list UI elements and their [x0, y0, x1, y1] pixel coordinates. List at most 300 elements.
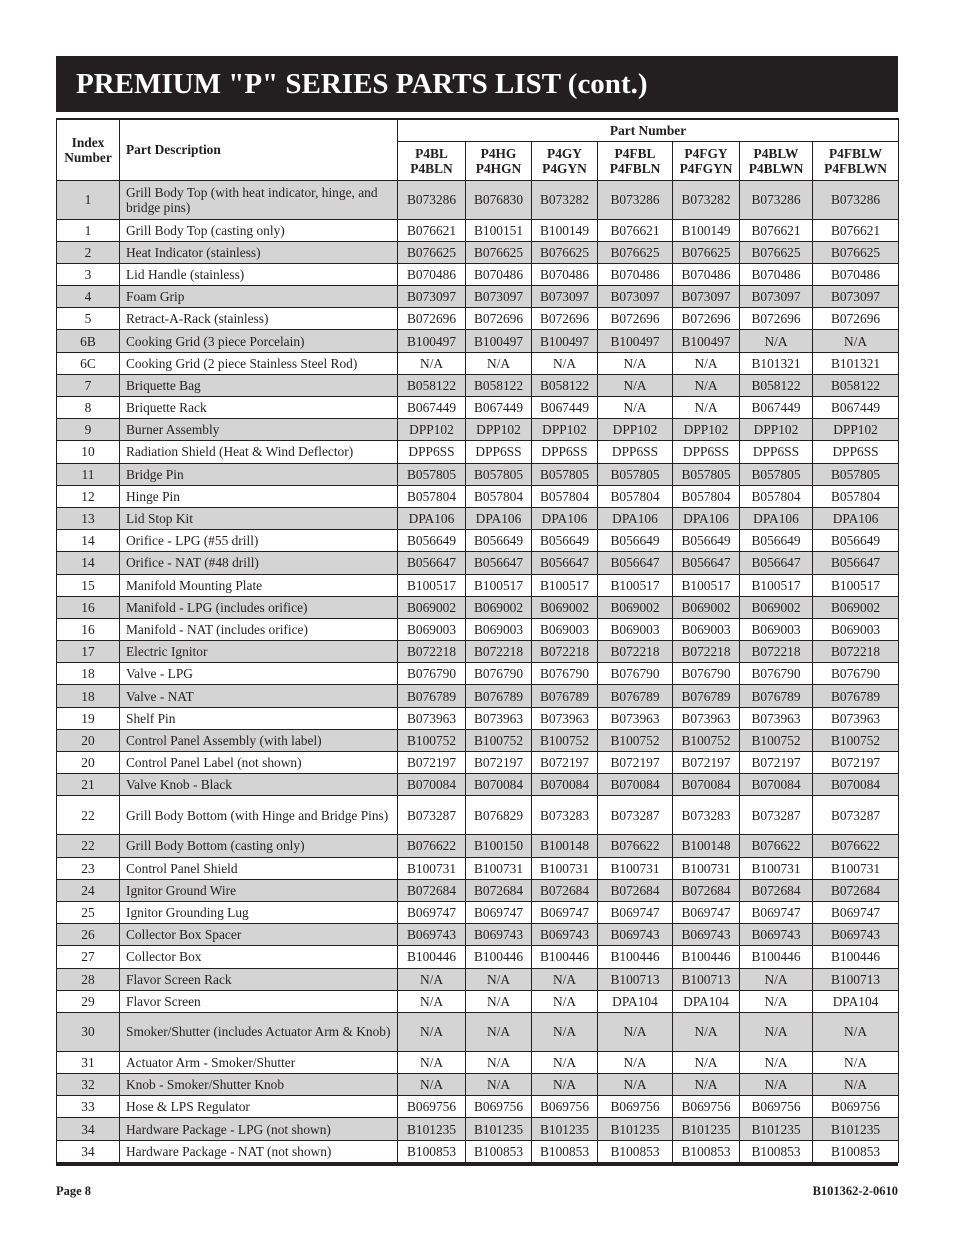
description-cell: Flavor Screen	[120, 990, 398, 1012]
part-number-cell: N/A	[813, 1051, 899, 1073]
part-number-cell: B100150	[466, 835, 532, 857]
part-number-cell: B057804	[466, 485, 532, 507]
part-number-cell: N/A	[398, 990, 466, 1012]
description-cell: Grill Body Top (with heat indicator, hinge, and bridge pins)	[120, 180, 398, 219]
description-cell: Orifice - LPG (#55 drill)	[120, 530, 398, 552]
index-cell: 31	[57, 1051, 120, 1073]
part-number-cell: B070084	[673, 774, 740, 796]
index-cell: 6B	[57, 330, 120, 352]
index-cell: 34	[57, 1118, 120, 1140]
part-number-cell: B100752	[813, 729, 899, 751]
part-number-cell: B100517	[673, 574, 740, 596]
part-number-cell: B057805	[532, 463, 598, 485]
part-number-cell: B072197	[673, 752, 740, 774]
part-number-cell: B100752	[673, 729, 740, 751]
part-number-cell: B076789	[813, 685, 899, 707]
part-number-cell: B076789	[466, 685, 532, 707]
description-cell: Hose & LPS Regulator	[120, 1096, 398, 1118]
index-cell: 26	[57, 924, 120, 946]
index-cell: 16	[57, 596, 120, 618]
part-number-cell: N/A	[466, 968, 532, 990]
part-number-cell: B057805	[598, 463, 673, 485]
description-cell: Collector Box Spacer	[120, 924, 398, 946]
part-number-cell: B100517	[813, 574, 899, 596]
part-number-cell: B100853	[398, 1140, 466, 1162]
part-number-cell: B100517	[532, 574, 598, 596]
part-number-cell: DPA104	[598, 990, 673, 1012]
part-number-cell: B056649	[813, 530, 899, 552]
part-number-cell: B101235	[398, 1118, 466, 1140]
part-number-cell: B100731	[598, 857, 673, 879]
part-number-cell: B100752	[598, 729, 673, 751]
part-number-cell: N/A	[398, 968, 466, 990]
description-cell: Grill Body Bottom (with Hinge and Bridge Pins)	[120, 796, 398, 835]
model-header-p4fgy: P4FGY P4FGYN	[673, 141, 740, 180]
part-number-cell: B072218	[466, 641, 532, 663]
part-number-cell: B100853	[813, 1140, 899, 1162]
part-number-cell: B076621	[598, 219, 673, 241]
part-number-cell: B100148	[532, 835, 598, 857]
part-number-cell: N/A	[740, 1012, 813, 1051]
part-number-cell: B072696	[813, 308, 899, 330]
part-number-cell: B069747	[532, 901, 598, 923]
index-cell: 2	[57, 241, 120, 263]
part-number-cell: B072218	[813, 641, 899, 663]
index-cell: 1	[57, 180, 120, 219]
part-number-cell: B067449	[532, 397, 598, 419]
part-number-cell: B067449	[813, 397, 899, 419]
table-row	[57, 552, 899, 574]
part-number-cell: B100713	[813, 968, 899, 990]
part-number-cell: DPA106	[466, 507, 532, 529]
part-number-cell: B070486	[466, 263, 532, 285]
part-number-cell: B101321	[813, 352, 899, 374]
part-number-cell: B069003	[466, 618, 532, 640]
part-number-cell: B100853	[673, 1140, 740, 1162]
part-number-cell: B069743	[673, 924, 740, 946]
table-row	[57, 219, 899, 241]
part-number-cell: DPP102	[813, 419, 899, 441]
table-row	[57, 1118, 899, 1140]
index-cell: 19	[57, 707, 120, 729]
part-number-cell: DPA106	[813, 507, 899, 529]
part-number-cell: B076789	[532, 685, 598, 707]
part-number-cell: N/A	[466, 1074, 532, 1096]
description-cell: Electric Ignitor	[120, 641, 398, 663]
part-number-cell: B100731	[813, 857, 899, 879]
part-number-cell: B076625	[532, 241, 598, 263]
part-number-cell: B100731	[740, 857, 813, 879]
part-number-cell: B076790	[598, 663, 673, 685]
part-number-cell: B076625	[398, 241, 466, 263]
description-cell: Burner Assembly	[120, 419, 398, 441]
part-number-cell: DPP6SS	[673, 441, 740, 463]
part-number-cell: B076625	[813, 241, 899, 263]
part-number-cell: B076625	[740, 241, 813, 263]
index-cell: 20	[57, 729, 120, 751]
part-number-cell: B100752	[740, 729, 813, 751]
part-number-cell: B072684	[598, 879, 673, 901]
index-cell: 9	[57, 419, 120, 441]
index-cell: 3	[57, 263, 120, 285]
part-number-cell: B073097	[813, 286, 899, 308]
part-number-cell: B072197	[398, 752, 466, 774]
part-number-cell: N/A	[398, 1051, 466, 1073]
table-row	[57, 968, 899, 990]
index-cell: 28	[57, 968, 120, 990]
part-number-cell: B072197	[532, 752, 598, 774]
part-number-cell: DPP6SS	[532, 441, 598, 463]
part-number-cell: B073283	[673, 796, 740, 835]
table-row	[57, 707, 899, 729]
part-number-cell: B076790	[673, 663, 740, 685]
part-number-cell: B076789	[598, 685, 673, 707]
part-number-cell: N/A	[598, 1074, 673, 1096]
description-cell: Flavor Screen Rack	[120, 968, 398, 990]
description-cell: Hinge Pin	[120, 485, 398, 507]
part-number-cell: B073097	[466, 286, 532, 308]
part-number-cell: B100446	[532, 946, 598, 968]
description-cell: Briquette Rack	[120, 397, 398, 419]
part-number-cell: B069002	[740, 596, 813, 618]
part-number-cell: DPA106	[532, 507, 598, 529]
part-number-cell: B067449	[466, 397, 532, 419]
part-number-cell: B069756	[740, 1096, 813, 1118]
page-number: Page 8	[56, 1184, 92, 1198]
document-number: B101362-2-0610	[812, 1184, 898, 1198]
table-row	[57, 374, 899, 396]
part-number-cell: B076789	[740, 685, 813, 707]
part-number-cell: B072696	[398, 308, 466, 330]
part-number-cell: B070486	[532, 263, 598, 285]
part-number-cell: N/A	[673, 397, 740, 419]
table-row	[57, 180, 899, 219]
index-header: Index Number	[57, 119, 120, 180]
index-cell: 23	[57, 857, 120, 879]
part-number-cell: B072218	[598, 641, 673, 663]
part-number-cell: B070486	[398, 263, 466, 285]
part-number-cell: B072197	[740, 752, 813, 774]
part-number-cell: B069743	[398, 924, 466, 946]
description-cell: Lid Handle (stainless)	[120, 263, 398, 285]
table-row	[57, 463, 899, 485]
part-number-cell: B070084	[740, 774, 813, 796]
description-cell: Ignitor Grounding Lug	[120, 901, 398, 923]
part-number-cell: B069003	[813, 618, 899, 640]
part-number-cell: B100497	[466, 330, 532, 352]
part-number-cell: B056647	[398, 552, 466, 574]
part-number-cell: B073286	[598, 180, 673, 219]
part-number-cell: B072218	[673, 641, 740, 663]
index-cell: 8	[57, 397, 120, 419]
part-number-cell: DPA106	[673, 507, 740, 529]
part-number-cell: N/A	[532, 968, 598, 990]
table-row	[57, 663, 899, 685]
description-cell: Ignitor Ground Wire	[120, 879, 398, 901]
part-number-cell: B100517	[398, 574, 466, 596]
table-row	[57, 485, 899, 507]
model-header-p4fbl: P4FBL P4FBLN	[598, 141, 673, 180]
part-number-cell: B100446	[740, 946, 813, 968]
part-number-cell: B100517	[740, 574, 813, 596]
index-cell: 18	[57, 663, 120, 685]
part-number-cell: N/A	[466, 1051, 532, 1073]
table-row	[57, 835, 899, 857]
part-number-cell: B069002	[673, 596, 740, 618]
part-number-cell: B056649	[598, 530, 673, 552]
part-number-cell: B072218	[398, 641, 466, 663]
part-number-cell: B056647	[813, 552, 899, 574]
part-number-cell: B069756	[398, 1096, 466, 1118]
table-row	[57, 774, 899, 796]
table-row	[57, 752, 899, 774]
table-row	[57, 286, 899, 308]
part-number-cell: B069002	[398, 596, 466, 618]
description-cell: Control Panel Shield	[120, 857, 398, 879]
part-number-cell: B058122	[532, 374, 598, 396]
part-number-cell: B069756	[598, 1096, 673, 1118]
part-number-cell: N/A	[598, 1012, 673, 1051]
part-number-cell: B072684	[466, 879, 532, 901]
index-cell: 22	[57, 835, 120, 857]
part-number-cell: B100497	[673, 330, 740, 352]
part-number-cell: N/A	[398, 1012, 466, 1051]
part-number-cell: B073097	[740, 286, 813, 308]
part-number-cell: DPA106	[398, 507, 466, 529]
part-number-cell: B073963	[398, 707, 466, 729]
table-row	[57, 397, 899, 419]
index-cell: 4	[57, 286, 120, 308]
part-number-cell: B058122	[398, 374, 466, 396]
table-row	[57, 263, 899, 285]
model-header-p4fblw: P4FBLW P4FBLWN	[813, 141, 899, 180]
part-number-cell: B073283	[532, 796, 598, 835]
part-number-cell: B073286	[398, 180, 466, 219]
part-number-cell: DPP102	[532, 419, 598, 441]
part-number-cell: B069747	[598, 901, 673, 923]
part-number-cell: B073963	[673, 707, 740, 729]
description-cell: Hardware Package - NAT (not shown)	[120, 1140, 398, 1162]
part-number-cell: B070486	[598, 263, 673, 285]
part-number-cell: B072696	[598, 308, 673, 330]
part-number-cell: B072696	[673, 308, 740, 330]
part-number-cell: B073963	[466, 707, 532, 729]
page-title: PREMIUM "P" SERIES PARTS LIST (cont.)	[76, 67, 648, 100]
index-cell: 1	[57, 219, 120, 241]
part-number-cell: N/A	[813, 1074, 899, 1096]
part-number-cell: DPA106	[598, 507, 673, 529]
part-number-cell: B070084	[598, 774, 673, 796]
index-cell: 17	[57, 641, 120, 663]
model-header-p4blw: P4BLW P4BLWN	[740, 141, 813, 180]
index-cell: 33	[57, 1096, 120, 1118]
index-cell: 18	[57, 685, 120, 707]
part-number-cell: N/A	[740, 968, 813, 990]
part-number-cell: N/A	[466, 990, 532, 1012]
part-number-cell: B073287	[598, 796, 673, 835]
part-number-cell: B076790	[398, 663, 466, 685]
description-cell: Bridge Pin	[120, 463, 398, 485]
part-number-cell: B069747	[398, 901, 466, 923]
part-number-cell: B069743	[598, 924, 673, 946]
index-cell: 7	[57, 374, 120, 396]
part-number-cell: B056647	[466, 552, 532, 574]
description-cell: Valve - NAT	[120, 685, 398, 707]
part-number-cell: B069756	[813, 1096, 899, 1118]
part-number-cell: B069747	[740, 901, 813, 923]
description-cell: Knob - Smoker/Shutter Knob	[120, 1074, 398, 1096]
part-number-cell: B101321	[740, 352, 813, 374]
part-number-cell: B076621	[813, 219, 899, 241]
table-row	[57, 1012, 899, 1051]
part-number-cell: N/A	[398, 1074, 466, 1096]
part-number-cell: N/A	[740, 1051, 813, 1073]
index-cell: 14	[57, 530, 120, 552]
part-number-cell: B070084	[466, 774, 532, 796]
part-number-cell: B069002	[598, 596, 673, 618]
table-row	[57, 685, 899, 707]
index-cell: 34	[57, 1140, 120, 1162]
part-number-cell: B056649	[740, 530, 813, 552]
part-number-cell: B072696	[740, 308, 813, 330]
table-row	[57, 1096, 899, 1118]
part-number-cell: B073097	[398, 286, 466, 308]
part-number-cell: N/A	[673, 374, 740, 396]
table-row	[57, 729, 899, 751]
part-number-cell: B069743	[532, 924, 598, 946]
part-number-cell: N/A	[673, 1074, 740, 1096]
part-number-cell: B070486	[740, 263, 813, 285]
part-number-cell: N/A	[466, 352, 532, 374]
part-number-cell: B101235	[598, 1118, 673, 1140]
part-number-cell: N/A	[813, 330, 899, 352]
index-cell: 20	[57, 752, 120, 774]
table-row	[57, 924, 899, 946]
part-number-cell: B100853	[466, 1140, 532, 1162]
part-number-cell: B057804	[598, 485, 673, 507]
part-number-cell: DPP102	[673, 419, 740, 441]
description-cell: Manifold Mounting Plate	[120, 574, 398, 596]
part-number-cell: DPP6SS	[813, 441, 899, 463]
part-number-cell: B056649	[398, 530, 466, 552]
index-cell: 29	[57, 990, 120, 1012]
description-cell: Heat Indicator (stainless)	[120, 241, 398, 263]
part-number-cell: B069747	[673, 901, 740, 923]
part-number-cell: B072684	[740, 879, 813, 901]
part-number-cell: B057804	[398, 485, 466, 507]
part-number-cell: N/A	[532, 1051, 598, 1073]
model-header-p4gy: P4GY P4GYN	[532, 141, 598, 180]
part-number-cell: B101235	[673, 1118, 740, 1140]
part-number-cell: B073963	[813, 707, 899, 729]
part-number-cell: B100446	[813, 946, 899, 968]
part-number-cell: B076622	[740, 835, 813, 857]
table-row	[57, 419, 899, 441]
index-cell: 25	[57, 901, 120, 923]
part-number-cell: B069743	[466, 924, 532, 946]
part-number-cell: B057805	[740, 463, 813, 485]
part-number-cell: B072218	[532, 641, 598, 663]
part-number-cell: B076790	[813, 663, 899, 685]
part-number-cell: B073287	[740, 796, 813, 835]
part-number-cell: B057804	[813, 485, 899, 507]
part-number-cell: B076829	[466, 796, 532, 835]
part-number-cell: B073097	[673, 286, 740, 308]
part-number-cell: B072218	[740, 641, 813, 663]
description-cell: Orifice - NAT (#48 drill)	[120, 552, 398, 574]
part-number-cell: DPP6SS	[740, 441, 813, 463]
table-row	[57, 946, 899, 968]
part-number-cell: B073282	[673, 180, 740, 219]
part-number-cell: N/A	[532, 352, 598, 374]
part-number-cell: B069002	[532, 596, 598, 618]
part-number-cell: B069003	[673, 618, 740, 640]
part-number-cell: N/A	[598, 352, 673, 374]
part-number-cell: B069747	[466, 901, 532, 923]
part-number-cell: B058122	[466, 374, 532, 396]
table-row	[57, 618, 899, 640]
part-number-cell: B100517	[598, 574, 673, 596]
part-number-cell: B057805	[398, 463, 466, 485]
part-number-cell: B056649	[466, 530, 532, 552]
table-row	[57, 641, 899, 663]
index-cell: 10	[57, 441, 120, 463]
part-number-cell: B072197	[813, 752, 899, 774]
index-cell: 30	[57, 1012, 120, 1051]
part-number-cell: B067449	[740, 397, 813, 419]
index-cell: 22	[57, 796, 120, 835]
part-number-cell: DPP102	[598, 419, 673, 441]
part-number-cell: B070084	[532, 774, 598, 796]
part-number-cell: B057804	[532, 485, 598, 507]
description-cell: Manifold - LPG (includes orifice)	[120, 596, 398, 618]
description-cell: Shelf Pin	[120, 707, 398, 729]
index-cell: 6C	[57, 352, 120, 374]
part-number-cell: B076830	[466, 180, 532, 219]
part-number-cell: B056647	[673, 552, 740, 574]
part-number-cell: B100731	[673, 857, 740, 879]
part-number-cell: B056647	[532, 552, 598, 574]
part-number-cell: B073287	[398, 796, 466, 835]
description-cell: Hardware Package - LPG (not shown)	[120, 1118, 398, 1140]
part-number-cell: N/A	[532, 990, 598, 1012]
part-number-cell: N/A	[598, 374, 673, 396]
part-number-cell: B100446	[598, 946, 673, 968]
part-number-cell: DPA104	[673, 990, 740, 1012]
part-number-cell: B057805	[466, 463, 532, 485]
part-number-cell: B072197	[466, 752, 532, 774]
index-cell: 15	[57, 574, 120, 596]
part-number-cell: B069002	[813, 596, 899, 618]
table-row	[57, 1140, 899, 1162]
part-number-cell: DPP102	[398, 419, 466, 441]
description-cell: Grill Body Bottom (casting only)	[120, 835, 398, 857]
part-number-cell: DPP102	[466, 419, 532, 441]
part-number-cell: B073963	[740, 707, 813, 729]
part-number-cell: B069756	[532, 1096, 598, 1118]
description-cell: Cooking Grid (2 piece Stainless Steel Rod)	[120, 352, 398, 374]
table-row	[57, 574, 899, 596]
table-row	[57, 507, 899, 529]
part-number-cell: B072696	[466, 308, 532, 330]
table-row	[57, 596, 899, 618]
part-number-cell: B100497	[598, 330, 673, 352]
part-number-cell: N/A	[740, 990, 813, 1012]
part-number-cell: B076790	[466, 663, 532, 685]
part-number-cell: B072197	[598, 752, 673, 774]
part-number-cell: B076622	[398, 835, 466, 857]
part-number-cell: B076621	[740, 219, 813, 241]
